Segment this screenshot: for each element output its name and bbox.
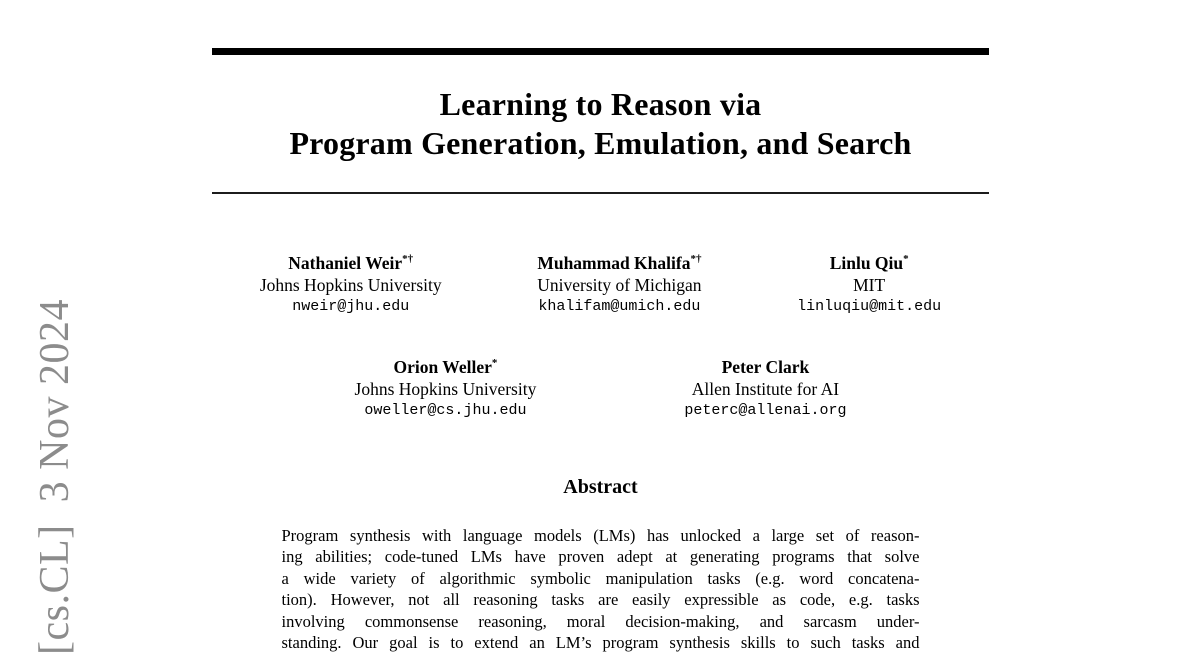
separator-rule — [212, 192, 989, 194]
author-name — [797, 248, 941, 274]
author-card — [797, 248, 941, 318]
author-name-text: Nathaniel Weir — [288, 252, 403, 273]
paper-title — [212, 85, 989, 163]
author-affiliation: Johns Hopkins University — [354, 378, 537, 399]
author-name-text: Peter Clark — [721, 356, 810, 377]
author-affiliation: Allen Institute for AI — [691, 378, 840, 399]
author-affiliation: MIT — [853, 274, 886, 295]
author-name — [684, 352, 846, 378]
abstract-heading: Abstract — [563, 475, 638, 498]
author-name-text: Linlu Qiu — [829, 252, 904, 273]
author-name-text: Muhammad Khalifa — [537, 252, 691, 273]
author-name — [537, 248, 701, 274]
author-affiliation: University of Michigan — [537, 274, 702, 295]
arxiv-watermark: [cs.CL] 3 Nov 2024 — [32, 299, 78, 655]
author-superscript: * — [903, 253, 909, 265]
author-name — [260, 248, 442, 274]
abstract-line: tion). However, not all reasoning tasks are easily expressible as code, e.g. tasks — [281, 590, 920, 610]
author-card — [537, 248, 701, 318]
author-card — [684, 352, 846, 422]
author-card — [260, 248, 442, 318]
author-email: khalifam@umich.edu — [538, 297, 701, 315]
title-line-2: Program Generation, Emulation, and Search — [289, 125, 912, 161]
paper-content — [212, 0, 989, 654]
top-rule — [212, 48, 989, 55]
abstract-line: involving commonsense reasoning, moral decision-making, and sarcasm under- — [281, 611, 920, 631]
abstract-line: ing abilities; code-tuned LMs have proven adept at generating programs that solve — [281, 547, 920, 567]
abstract-text — [282, 525, 920, 654]
title-line-1: Learning to Reason via — [439, 86, 762, 122]
author-block-row-2 — [281, 352, 921, 422]
author-affiliation: Johns Hopkins University — [259, 274, 442, 295]
author-email: oweller@cs.jhu.edu — [364, 401, 527, 419]
author-superscript: *† — [690, 253, 702, 265]
abstract-line: Program synthesis with language models (LMs) has unlocked a large set of reason- — [281, 525, 920, 545]
author-email: linluqiu@mit.edu — [797, 297, 942, 315]
author-email: nweir@jhu.edu — [292, 297, 410, 315]
author-email: peterc@allenai.org — [684, 401, 847, 419]
author-superscript: *† — [402, 253, 414, 265]
abstract-line: a wide variety of algorithmic symbolic manipulation tasks (e.g. word concatena- — [281, 568, 920, 588]
author-name-text: Orion Weller — [393, 356, 492, 377]
abstract-line: standing. Our goal is to extend an LM’s program synthesis skills to such tasks and — [281, 633, 920, 653]
author-block-row-1 — [212, 248, 989, 318]
author-card — [355, 352, 537, 422]
author-name — [355, 352, 537, 378]
author-superscript: * — [491, 356, 498, 369]
